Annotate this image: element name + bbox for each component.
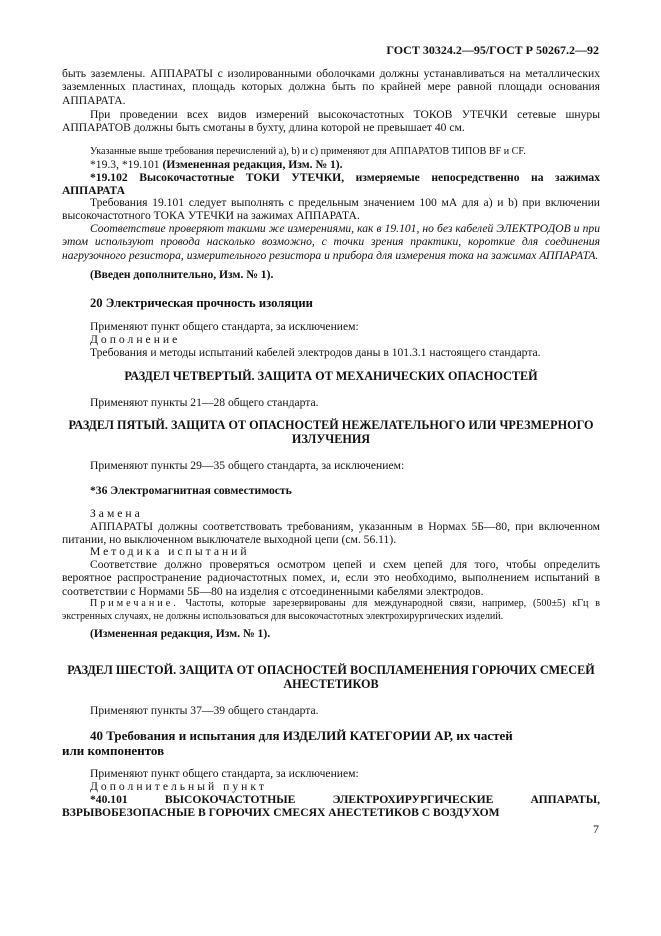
paragraph-40-intro: Применяют пункт общего стандарта, за исключением:	[90, 767, 359, 780]
introduced-note: (Введен дополнительно, Изм. № 1).	[90, 268, 274, 281]
section-5-heading: РАЗДЕЛ ПЯТЫЙ. ЗАЩИТА ОТ ОПАСНОСТЕЙ НЕЖЕЛАТЕЛЬНОГО ИЛИ ЧРЕЗМЕРНОГО ИЗЛУЧЕНИЯ	[68, 418, 594, 446]
section-5-text: Применяют пункты 29—35 общего стандарта, за исключением:	[90, 459, 405, 472]
note-36	[62, 598, 600, 623]
heading-36: *36 Электромагнитная совместимость	[90, 484, 292, 497]
amendment-ref-clauses: *19.3, *19.101	[90, 158, 163, 171]
section-4-text: Применяют пункты 21—28 общего стандарта.	[90, 396, 319, 409]
paragraph-20-addition-label: Дополнение	[90, 333, 181, 346]
replacement-label: Замена	[90, 507, 143, 520]
paragraph-grounding: быть заземлены. АППАРАТЫ с изолированными оболочками должны устанавливаться на металлических заземленных пластинах, площадь которых должна быть по крайней мере равной площади основания АППАРАТА.	[62, 67, 600, 107]
heading-40-101: *40.101 ВЫСОКОЧАСТОТНЫЕ ЭЛЕКТРОХИРУРГИЧЕСКИЕ АППАРАТЫ, ВЗРЫВОБЕЗОПАСНЫЕ В ГОРЮЧИХ СМЕСЯХ АНЕСТЕТИКОВ С ВОЗДУХОМ	[62, 793, 600, 820]
paragraph-20-text: Требования и методы испытаний кабелей электродов даны в 101.3.1 настоящего стандарта.	[90, 346, 541, 359]
heading-19-102: *19.102 Высокочастотные ТОКИ УТЕЧКИ, измеряемые непосредственно на зажимах АППАРАТА	[62, 171, 600, 198]
section-6-heading: РАЗДЕЛ ШЕСТОЙ. ЗАЩИТА ОТ ОПАСНОСТЕЙ ВОСПЛАМЕНЕНИЯ ГОРЮЧИХ СМЕСЕЙ АНЕСТЕТИКОВ	[67, 663, 595, 691]
amendment-ref-label: (Измененная редакция, Изм. № 1).	[162, 158, 343, 171]
additional-clause-label: Дополнительный пункт	[90, 780, 267, 793]
section-6-text: Применяют пункты 37—39 общего стандарта.	[90, 704, 319, 717]
test-method-label: Методика испытаний	[90, 545, 250, 558]
amendment-36: (Измененная редакция, Изм. № 1).	[90, 627, 271, 640]
heading-40: 40 Требования и испытания для ИЗДЕЛИЙ КАТЕГОРИИ АР, их частей или компонентов	[62, 728, 513, 758]
note-36-label: Примечание.	[90, 598, 179, 609]
amendment-ref-19	[62, 158, 600, 171]
paragraph-19-102-requirement: Требования 19.101 следует выполнять с предельным значением 100 мА для а) и b) при включении высокочастотного ТОКА УТЕЧКИ на зажимах АППАРАТА.	[62, 196, 600, 223]
page-header: ГОСТ 30324.2—95/ГОСТ Р 50267.2—92	[386, 43, 599, 57]
note-bf-cf: Указанные выше требования перечислений а), b) и с) применяют для АППАРАТОВ ТИПОВ BF и CF.	[90, 146, 526, 157]
paragraph-cords: При проведении всех видов измерений высокочастотных ТОКОВ УТЕЧКИ сетевые шнуры АППАРАТОВ должны быть смотаны в бухту, длина которой не превышает 40 см.	[62, 108, 600, 135]
paragraph-36-method: Соответствие должно проверяться осмотром цепей и схем цепей для того, чтобы определить вероятное распространение радиочастотных помех, и, если это необходимо, выполнением испытаний в соответствии с Нормами 5Б—80 на изделия с отсоединенными кабелями электродов.	[62, 558, 600, 598]
page-number: 7	[593, 822, 599, 836]
note-36-text: Частоты, которые зарезервированы для международной связи, например, (500±5) кГц в экстренных случаях, не должны использоваться для высокочастотных электрохирургических изделий.	[62, 598, 600, 622]
paragraph-19-102-compliance: Соответствие проверяют такими же измерениями, как в 19.101, но без кабелей ЭЛЕКТРОДОВ и при этом используют провода насколько возможно, с точки зрения практики, короткие для соединения нагрузочного резистора, измерительного резистора и прибора для измерения тока на зажимах АППАРАТА.	[62, 222, 600, 262]
heading-20: 20 Электрическая прочность изоляции	[90, 296, 313, 310]
section-4-heading: РАЗДЕЛ ЧЕТВЕРТЫЙ. ЗАЩИТА ОТ МЕХАНИЧЕСКИХ ОПАСНОСТЕЙ	[124, 369, 538, 383]
paragraph-36-requirement: АППАРАТЫ должны соответствовать требованиям, указанным в Нормах 5Б—80, при включенном питании, но выключенном выключателе выходной цепи (см. 56.11).	[62, 520, 600, 547]
paragraph-20-intro: Применяют пункт общего стандарта, за исключением:	[90, 320, 359, 333]
